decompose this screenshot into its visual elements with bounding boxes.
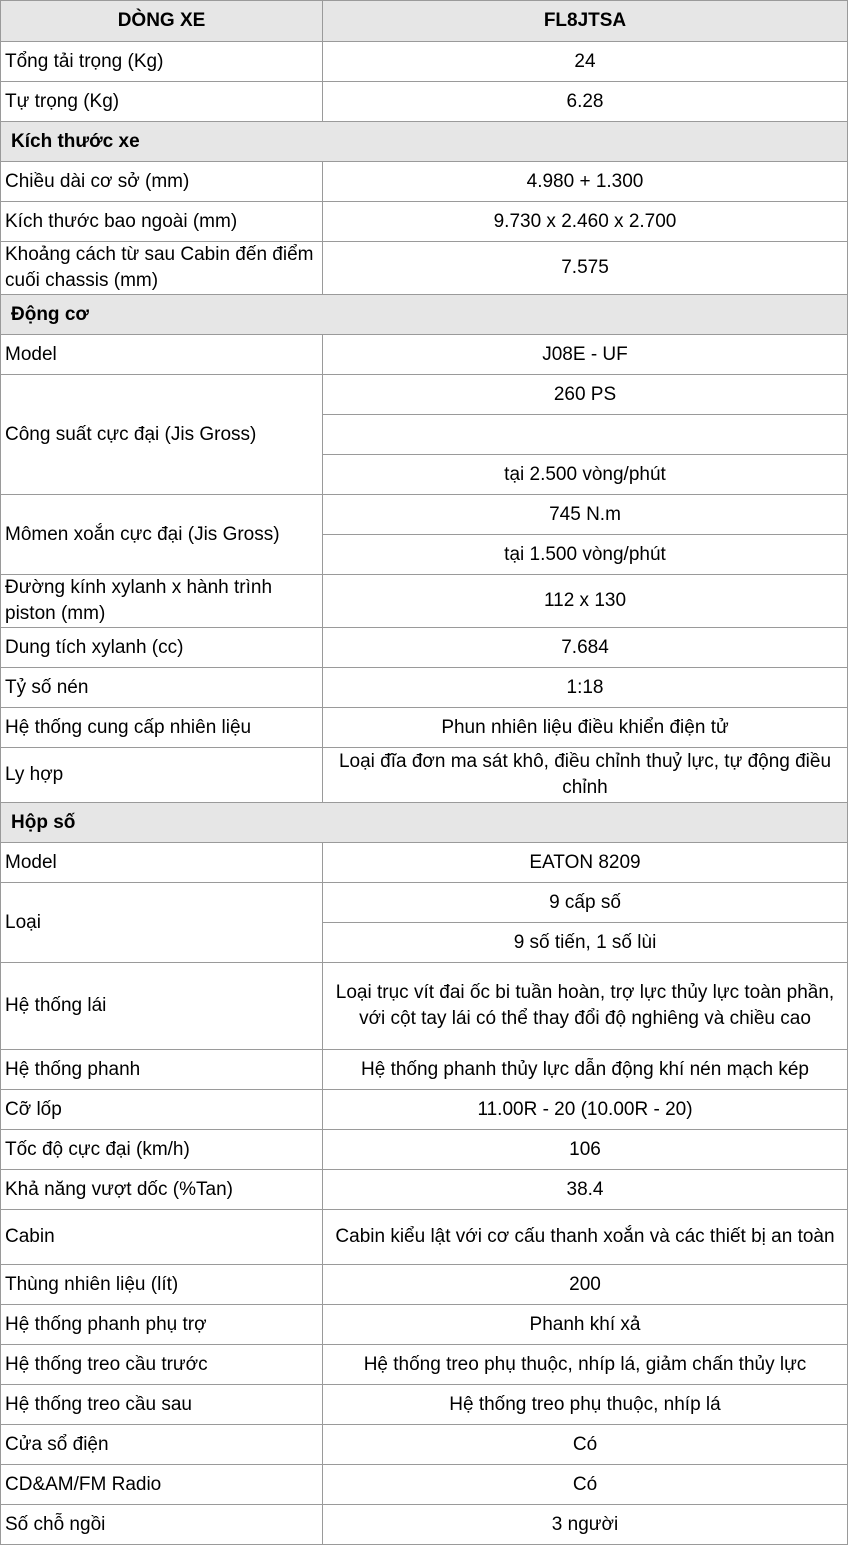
row-value: Loại đĩa đơn ma sát khô, điều chỉnh thuỷ lực, tự động điều chỉnh — [323, 748, 848, 803]
table-row — [1, 1425, 848, 1465]
table-row — [1, 242, 848, 295]
row-value: Loại trục vít đai ốc bi tuần hoàn, trợ lực thủy lực toàn phần, với cột tay lái có thể thay đổi độ nghiêng và chiều cao — [323, 963, 848, 1050]
row-value: Có — [323, 1425, 848, 1465]
table-row — [1, 495, 848, 535]
row-label: Kích thước bao ngoài (mm) — [1, 202, 323, 242]
table-row — [1, 1465, 848, 1505]
table-row — [1, 42, 848, 82]
row-label: Model — [1, 843, 323, 883]
table-row — [1, 1050, 848, 1090]
row-label: Hệ thống treo cầu sau — [1, 1385, 323, 1425]
table-row — [1, 1090, 848, 1130]
row-value: 9 cấp số — [323, 883, 848, 923]
section-row-kich-thuoc — [1, 122, 848, 162]
row-value: J08E - UF — [323, 335, 848, 375]
row-label: Cỡ lốp — [1, 1090, 323, 1130]
row-label: Ly hợp — [1, 748, 323, 803]
row-label: Cửa sổ điện — [1, 1425, 323, 1465]
row-value: 3 người — [323, 1505, 848, 1545]
row-label: Mômen xoắn cực đại (Jis Gross) — [1, 495, 323, 575]
row-label: Dung tích xylanh (cc) — [1, 628, 323, 668]
row-label: Hệ thống phanh phụ trợ — [1, 1305, 323, 1345]
row-value: 260 PS — [323, 375, 848, 415]
table-header-row — [1, 1, 848, 42]
row-label: Khả năng vượt dốc (%Tan) — [1, 1170, 323, 1210]
row-value: Phun nhiên liệu điều khiển điện tử — [323, 708, 848, 748]
row-value: Phanh khí xả — [323, 1305, 848, 1345]
row-value: Cabin kiểu lật với cơ cấu thanh xoắn và các thiết bị an toàn — [323, 1210, 848, 1265]
section-title: Hộp số — [1, 803, 848, 843]
row-label: Cabin — [1, 1210, 323, 1265]
row-value: 24 — [323, 42, 848, 82]
table-row — [1, 1210, 848, 1265]
row-label: Chiều dài cơ sở (mm) — [1, 162, 323, 202]
row-label: CD&AM/FM Radio — [1, 1465, 323, 1505]
row-label: Tỷ số nén — [1, 668, 323, 708]
section-row-dong-co — [1, 295, 848, 335]
row-value: Hệ thống treo phụ thuộc, nhíp lá, giảm chấn thủy lực — [323, 1345, 848, 1385]
table-row — [1, 1345, 848, 1385]
row-value: 11.00R - 20 (10.00R - 20) — [323, 1090, 848, 1130]
row-value: 38.4 — [323, 1170, 848, 1210]
row-label: Tự trọng (Kg) — [1, 82, 323, 122]
row-value: 9.730 x 2.460 x 2.700 — [323, 202, 848, 242]
row-value: 106 — [323, 1130, 848, 1170]
row-label: Model — [1, 335, 323, 375]
table-row — [1, 375, 848, 415]
row-label: Hệ thống treo cầu trước — [1, 1345, 323, 1385]
section-title: Kích thước xe — [1, 122, 848, 162]
row-value: Có — [323, 1465, 848, 1505]
row-label: Công suất cực đại (Jis Gross) — [1, 375, 323, 495]
row-value: Hệ thống phanh thủy lực dẫn động khí nén mạch kép — [323, 1050, 848, 1090]
table-row — [1, 843, 848, 883]
section-row-hop-so — [1, 803, 848, 843]
row-label: Thùng nhiên liệu (lít) — [1, 1265, 323, 1305]
table-row — [1, 202, 848, 242]
row-value: 4.980 + 1.300 — [323, 162, 848, 202]
row-label: Hệ thống cung cấp nhiên liệu — [1, 708, 323, 748]
table-row — [1, 1305, 848, 1345]
table-row — [1, 575, 848, 628]
table-row — [1, 708, 848, 748]
row-value: 6.28 — [323, 82, 848, 122]
row-value: 7.575 — [323, 242, 848, 295]
table-row — [1, 1130, 848, 1170]
table-row — [1, 1170, 848, 1210]
row-label: Hệ thống phanh — [1, 1050, 323, 1090]
row-label: Đường kính xylanh x hành trình piston (mm) — [1, 575, 323, 628]
row-label: Loại — [1, 883, 323, 963]
row-value: 7.684 — [323, 628, 848, 668]
row-value: tại 1.500 vòng/phút — [323, 535, 848, 575]
row-value: tại 2.500 vòng/phút — [323, 455, 848, 495]
row-value: Hệ thống treo phụ thuộc, nhíp lá — [323, 1385, 848, 1425]
table-row — [1, 963, 848, 1050]
table-row — [1, 1505, 848, 1545]
row-label: Hệ thống lái — [1, 963, 323, 1050]
section-title: Động cơ — [1, 295, 848, 335]
row-value: EATON 8209 — [323, 843, 848, 883]
row-value: 9 số tiến, 1 số lùi — [323, 923, 848, 963]
row-label: Tổng tải trọng (Kg) — [1, 42, 323, 82]
row-value: 745 N.m — [323, 495, 848, 535]
table-row — [1, 1385, 848, 1425]
table-row — [1, 82, 848, 122]
table-row — [1, 335, 848, 375]
header-model-cell: FL8JTSA — [323, 1, 848, 42]
table-row — [1, 883, 848, 923]
table-row — [1, 162, 848, 202]
row-label: Khoảng cách từ sau Cabin đến điểm cuối chassis (mm) — [1, 242, 323, 295]
row-value — [323, 415, 848, 455]
row-label: Tốc độ cực đại (km/h) — [1, 1130, 323, 1170]
row-value: 200 — [323, 1265, 848, 1305]
row-value: 1:18 — [323, 668, 848, 708]
header-label-cell: DÒNG XE — [1, 1, 323, 42]
table-row — [1, 628, 848, 668]
table-row — [1, 668, 848, 708]
row-value: 112 x 130 — [323, 575, 848, 628]
table-row — [1, 748, 848, 803]
row-label: Số chỗ ngồi — [1, 1505, 323, 1545]
table-row — [1, 1265, 848, 1305]
